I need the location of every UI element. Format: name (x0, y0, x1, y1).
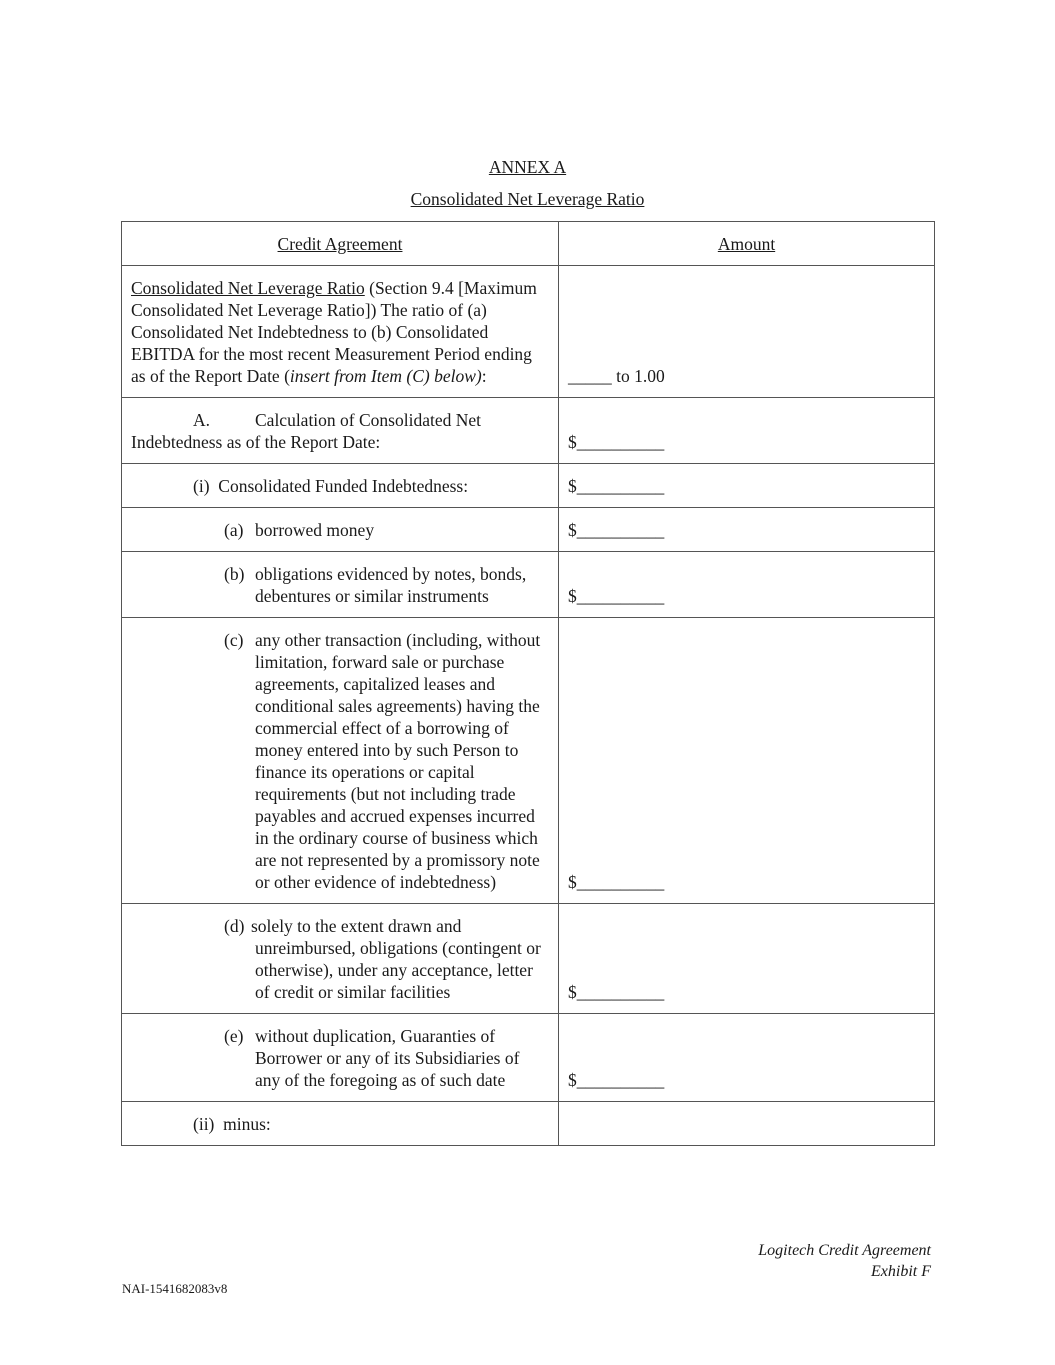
row-id-description (122, 904, 559, 1014)
ratio-amount: _____ to 1.00 (559, 266, 935, 398)
table-row (122, 1014, 935, 1102)
row-i-label: (i) (193, 476, 210, 496)
ratio-title: Consolidated Net Leverage Ratio (131, 278, 365, 298)
table-row (122, 618, 935, 904)
leverage-ratio-table (121, 221, 935, 1146)
row-i-text: Consolidated Funded Indebtedness: (218, 476, 469, 496)
table-header-row (122, 222, 935, 266)
table-row (122, 552, 935, 618)
row-ie-label: (e) (224, 1026, 244, 1046)
row-ic-amount: $__________ (559, 618, 935, 904)
row-ii-description (122, 1102, 559, 1146)
table-row (122, 266, 935, 398)
annex-subtitle: Consolidated Net Leverage Ratio (410, 189, 645, 209)
row-ib-text: obligations evidenced by notes, bonds, debentures or similar instruments (255, 564, 527, 606)
row-ia-description (122, 508, 559, 552)
row-ia-label: (a) (224, 520, 244, 540)
ratio-description (122, 266, 559, 398)
row-id-label: (d) (224, 916, 245, 936)
table-row (122, 904, 935, 1014)
row-a-text: Calculation of Consolidated Net Indebtedness as of the Report Date: (131, 410, 481, 452)
row-i-amount: $__________ (559, 464, 935, 508)
row-a-description (122, 398, 559, 464)
row-ie-text: without duplication, Guaranties of Borrower or any of its Subsidiaries of any of the foregoing as of such date (255, 1026, 520, 1090)
annex-title: ANNEX A (488, 157, 567, 177)
row-ib-description (122, 552, 559, 618)
row-ib-label: (b) (224, 564, 245, 584)
row-ii-text: minus: (223, 1114, 271, 1134)
row-ib-amount: $__________ (559, 552, 935, 618)
table-row (122, 1102, 935, 1146)
document-id: NAI-1541682083v8 (122, 1281, 228, 1296)
ratio-italic: insert from Item (C) below) (289, 366, 482, 386)
row-ie-amount: $__________ (559, 1014, 935, 1102)
ratio-colon: : (481, 366, 487, 386)
ratio-text: (Section 9.4 [Maximum Consolidated Net Leverage Ratio]) The ratio of (a) Consolidated Net Indebtedness to (b) Consolidated EBITDA for the most recent Measurement Period ending as of the Report Date ( (131, 278, 537, 386)
row-ii-amount (559, 1102, 935, 1146)
row-ii-label: (ii) (193, 1114, 215, 1134)
row-ie-description (122, 1014, 559, 1102)
footer-exhibit: Exhibit F (871, 1263, 931, 1280)
header-amount: Amount (559, 222, 935, 266)
row-i-description (122, 464, 559, 508)
row-ia-amount: $__________ (559, 508, 935, 552)
row-a-label: A. (193, 410, 211, 430)
row-ic-text: any other transaction (including, without limitation, forward sale or purchase agreements, capitalized leases and conditional sales agreements) having the commercial effect of a borrowing of money entered into by such Person to finance its operations or capital requirements (but not including trade payables and accrued expenses incurred in the ordinary course of business which are not represented by a promissory note or other evidence of indebtedness) (255, 630, 541, 892)
table-row (122, 508, 935, 552)
row-id-amount: $__________ (559, 904, 935, 1014)
header-credit-agreement: Credit Agreement (122, 222, 559, 266)
row-ic-label: (c) (224, 630, 244, 650)
row-ic-description (122, 618, 559, 904)
row-id-text: solely to the extent drawn and unreimbursed, obligations (contingent or otherwise), under any acceptance, letter of credit or similar facilities (251, 916, 541, 1002)
row-a-amount: $__________ (559, 398, 935, 464)
table-row (122, 398, 935, 464)
row-ia-text: borrowed money (255, 520, 375, 540)
table-row (122, 464, 935, 508)
footer-agreement-title: Logitech Credit Agreement (758, 1242, 931, 1259)
